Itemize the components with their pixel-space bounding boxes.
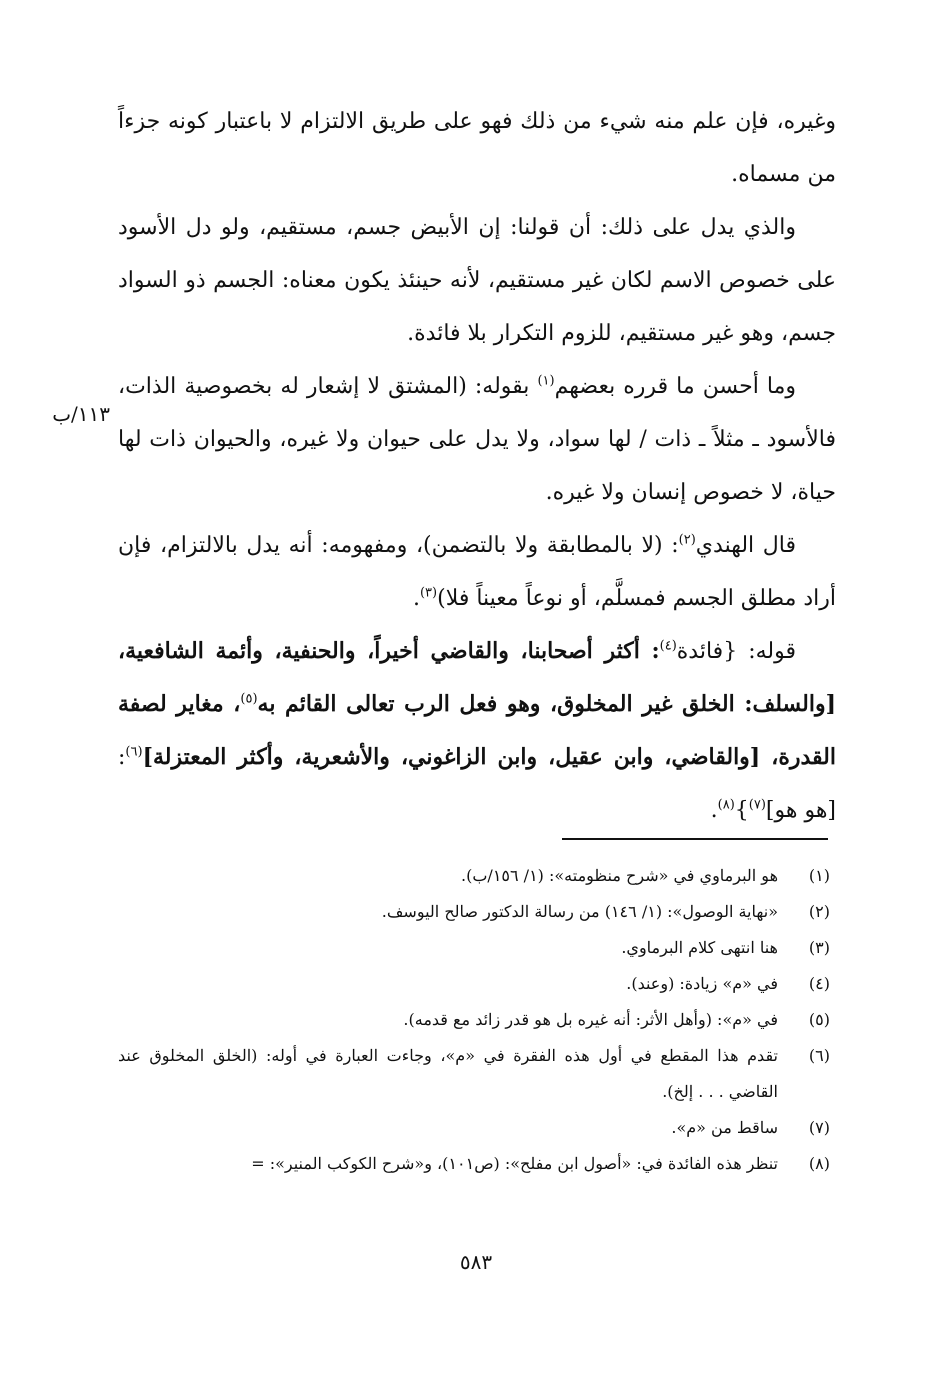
footnote-item bbox=[118, 966, 830, 1002]
paragraph-1-text: وغيره، فإن علم منه شيء من ذلك فهو على طريق الالتزام لا باعتبار كونه جزءاً من مسماه. bbox=[118, 109, 836, 187]
main-text bbox=[118, 95, 836, 837]
footnote-ref-7[interactable]: (٧) bbox=[748, 797, 766, 813]
footnote-text: «نهاية الوصول»: (١/ ١٤٦) من رسالة الدكتور صالح اليوسف. bbox=[381, 902, 778, 921]
footnote-number: (٧) bbox=[808, 1118, 830, 1137]
footnote-number: (٢) bbox=[808, 902, 830, 921]
footnote-text: في «م» زيادة: (وعند). bbox=[626, 974, 778, 993]
paragraph-5-lead: قوله: {فائدة bbox=[676, 639, 797, 664]
paragraph-4-text-middle: : (لا بالمطابقة ولا بالتضمن)، ومفهومه: أنه يدل بالالتزام، فإن أراد مطلق الجسم فمسلَّم، أو نوعاً معيناً فلا) bbox=[118, 533, 836, 611]
footnote-ref-5[interactable]: (٥) bbox=[240, 691, 258, 707]
footnote-number: (١) bbox=[808, 866, 830, 885]
paragraph-5-quote-1: : أكثر أصحابنا، والقاضي أخيراً، والحنفية، وأئمة الشافعية، [والسلف: الخلق غير المخلوق، وهو فعل الرب تعالى القائم به bbox=[118, 638, 836, 717]
footnote-ref-2[interactable]: (٢) bbox=[678, 532, 696, 548]
footnote-item bbox=[118, 1110, 830, 1146]
paragraph-1 bbox=[118, 95, 836, 201]
paragraph-3-text-after: بقوله: (المشتق لا إشعار له بخصوصية الذات، فالأسود ـ مثلاً ـ ذات / لها سواد، ولا يدل على حيوان ولا غيره، والحيوان ذات لها حياة، لا خصوص إنسان ولا غيره. bbox=[118, 374, 836, 505]
footnote-number: (٤) bbox=[808, 974, 830, 993]
footnote-item bbox=[118, 858, 830, 894]
footnote-ref-8[interactable]: (٨) bbox=[717, 797, 735, 813]
paragraph-5-quote-3: : [هو هو] bbox=[118, 745, 836, 823]
footnote-ref-3[interactable]: (٣) bbox=[419, 585, 438, 601]
footnote-ref-1[interactable]: (١) bbox=[537, 373, 555, 389]
footnote-item bbox=[118, 1038, 830, 1110]
footnote-item bbox=[118, 894, 830, 930]
footnote-separator bbox=[562, 838, 828, 840]
footnote-number: (٨) bbox=[808, 1154, 830, 1173]
paragraph-3-text-before: وما أحسن ما قرره بعضهم bbox=[554, 374, 796, 399]
paragraph-2 bbox=[118, 201, 836, 360]
manuscript-folio-marker: ١١٣/ب bbox=[52, 402, 110, 426]
paragraph-5 bbox=[118, 625, 836, 837]
footnote-text: هو البرماوي في «شرح منظومته»: (١/ ١٥٦/ب). bbox=[461, 866, 778, 885]
paragraph-4-text-after: . bbox=[412, 586, 420, 611]
footnote-item bbox=[118, 1146, 830, 1182]
footnotes bbox=[118, 858, 830, 1182]
footnote-text: ساقط من «م». bbox=[671, 1118, 778, 1137]
footnote-item bbox=[118, 930, 830, 966]
paragraph-4 bbox=[118, 519, 836, 625]
paragraph-3 bbox=[118, 360, 836, 519]
footnote-number: (٣) bbox=[808, 938, 830, 957]
footnote-number: (٥) bbox=[808, 1010, 830, 1029]
paragraph-5-brace: } bbox=[734, 798, 749, 823]
footnote-text: في «م»: (وأهل الأثر: أنه غيره بل هو قدر زائد مع قدمه). bbox=[403, 1010, 778, 1029]
paragraph-2-text: والذي يدل على ذلك: أن قولنا: إن الأبيض جسم، مستقيم، ولو دل الأسود على خصوص الاسم لكان غير مستقيم، لأنه حينئذ يكون معناه: الجسم ذو السواد جسم، وهو غير مستقيم، للزوم التكرار بلا فائدة. bbox=[118, 215, 836, 346]
paragraph-4-text-before: قال الهندي bbox=[695, 533, 796, 558]
paragraph-5-end: . bbox=[710, 798, 718, 823]
footnote-text: هنا انتهى كلام البرماوي. bbox=[621, 938, 778, 957]
footnote-text: تنظر هذه الفائدة في: «أصول ابن مفلح»: (ص١٠١)، و«شرح الكوكب المنير»: = bbox=[251, 1154, 778, 1173]
footnote-ref-4[interactable]: (٤) bbox=[659, 638, 677, 654]
footnote-number: (٦) bbox=[808, 1046, 830, 1065]
paragraph-5-quote-2: ، مغاير لصفة القدرة، [والقاضي، وابن عقيل، وابن الزاغوني، والأشعرية، وأكثر المعتزلة] bbox=[118, 691, 836, 770]
footnote-text: تقدم هذا المقطع في أول هذه الفقرة في «م»، وجاءت العبارة في أوله: (الخلق المخلوق عند القاضي . . . إلخ). bbox=[118, 1046, 778, 1101]
page-number: ٥٨٣ bbox=[459, 1250, 493, 1274]
footnote-ref-6[interactable]: (٦) bbox=[125, 744, 143, 760]
footnote-item bbox=[118, 1002, 830, 1038]
